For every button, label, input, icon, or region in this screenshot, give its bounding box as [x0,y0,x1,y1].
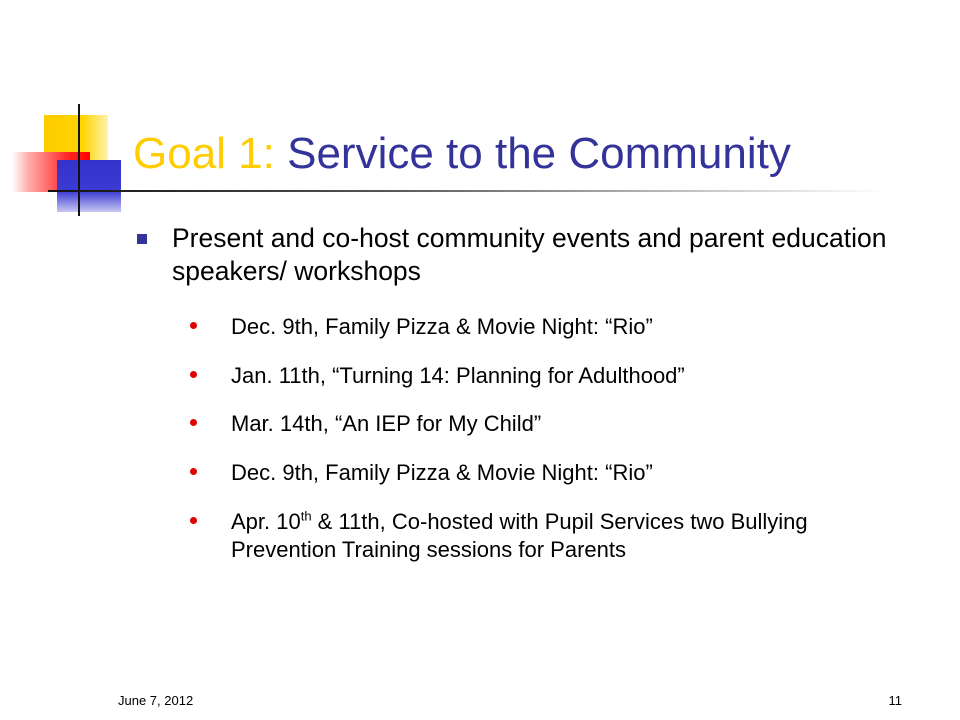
slide-title [133,127,791,181]
title-prefix: Goal 1: [133,129,275,178]
square-bullet-icon [137,234,147,244]
sub-bullet-2: Jan. 11th, “Turning 14: Planning for Adulthood” [231,363,685,388]
sub-bullet-5 [231,508,911,564]
title-underline [48,190,888,192]
title-main: Service to the Community [287,129,791,178]
sub-bullet-5-superscript: th [300,508,312,524]
main-bullet-text: Present and co-host community events and parent education speakers/ workshops [172,223,887,286]
sub-bullet-5-start: Apr. 10 [231,509,301,534]
dot-bullet-icon [190,419,197,426]
page-number: 11 [888,693,902,708]
sub-bullet-1: Dec. 9th, Family Pizza & Movie Night: “Rio” [231,314,653,339]
decorative-vertical-line [78,104,80,216]
dot-bullet-icon [190,322,197,329]
decorative-blue-square [57,160,121,212]
footer-date: June 7, 2012 [118,693,194,708]
sub-bullet-5-rest: & 11th, Co-hosted with Pupil Services two Bullying Prevention Training sessions for Parents [231,509,808,562]
sub-bullet-3: Mar. 14th, “An IEP for My Child” [231,411,542,436]
dot-bullet-icon [190,517,197,524]
sub-bullet-4: Dec. 9th, Family Pizza & Movie Night: “Rio” [231,460,653,485]
dot-bullet-icon [190,468,197,475]
dot-bullet-icon [190,371,197,378]
